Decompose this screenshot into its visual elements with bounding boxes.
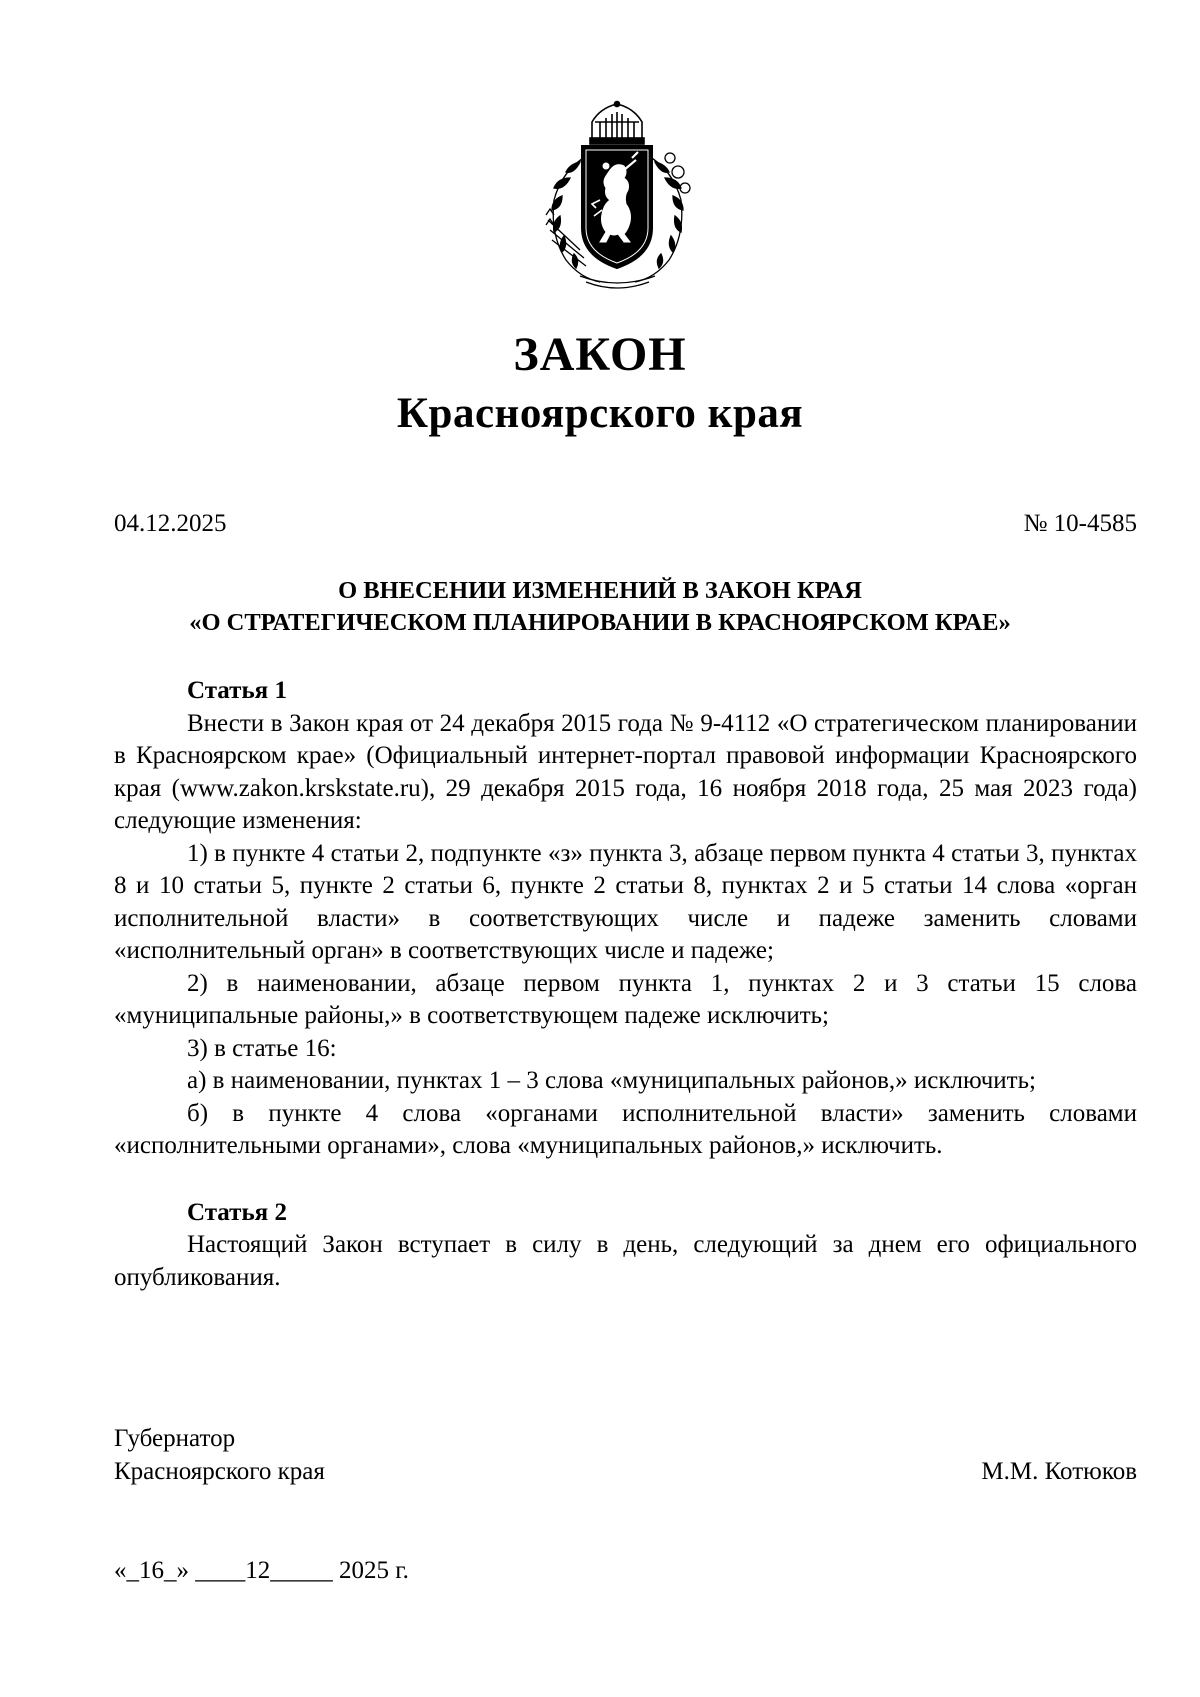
crown-icon: [590, 102, 644, 145]
signatory-position-line-2: Красноярского края: [114, 1458, 325, 1485]
coat-of-arms-emblem: [540, 100, 695, 295]
heading-line-2: «О СТРАТЕГИЧЕСКОМ ПЛАНИРОВАНИИ В КРАСНОЯРСКОМ КРАЕ»: [189, 609, 1011, 636]
signing-date-open-quote: «: [114, 1557, 127, 1584]
signing-date-year: 2025 г.: [339, 1557, 409, 1584]
article-1-item-1: 1) в пункте 4 статьи 2, подпункте «з» пункта 3, абзаце первом пункта 4 статьи 3, пунктах 8 и 10 статьи 5, пункте 2 статьи 6, пункте 2 статьи 8, пунктах 2 и 5 статьи 14 слова «орган исполнительной власти» в соответствующих числе и падеже заменить словами «исполнительный орган» в соответствующих числе и падеже;: [114, 839, 1137, 964]
document-body: [114, 675, 1137, 1294]
article-1-item-3b: б) в пункте 4 слова «органами исполнительной власти» заменить словами «исполнительными органами», слова «муниципальных районов,» исключить.: [114, 1099, 1137, 1159]
heading-line-1: О ВНЕСЕНИИ ИЗМЕНЕНИЙ В ЗАКОН КРАЯ: [338, 577, 862, 604]
article-1-intro: Внести в Закон края от 24 декабря 2015 года № 9-4112 «О стратегическом планировании в Красноярском крае» (Официальный интернет-портал правовой информации Красноярского края (www.zakon.krskstate.ru), 29 декабря 2015 года, 16 ноября 2018 года, 25 мая 2023 года) следующие изменения:: [114, 709, 1137, 834]
title-subtitle: Красноярского края: [396, 390, 804, 437]
law-number: № 10-4585: [1023, 510, 1137, 537]
signing-date-month: ____12_____: [195, 1557, 333, 1584]
signing-date-close-quote: »: [176, 1557, 189, 1584]
signing-date: [114, 1555, 409, 1587]
document-heading: [0, 575, 1200, 639]
law-date: 04.12.2025: [114, 510, 227, 537]
law-title: [0, 325, 1200, 443]
signature-block: [114, 1422, 1137, 1488]
signatory-name: М.М. Котюков: [981, 1458, 1137, 1485]
article-2-heading: Статья 2: [187, 1198, 287, 1226]
article-1-heading: Статья 1: [187, 677, 287, 704]
ribbon-icon: [580, 276, 655, 288]
article-1-item-3: 3) в статье 16:: [187, 1034, 337, 1062]
article-2-text: Настоящий Закон вступает в силу в день, следующий за днем его официального опубликования.: [114, 1231, 1137, 1291]
article-1-item-2: 2) в наименовании, абзаце первом пункта 1, пунктах 2 и 3 статьи 15 слова «муниципальные районы,» в соответствующем падеже исключить;: [114, 969, 1137, 1029]
signatory-position-line-1: Губернатор: [114, 1425, 236, 1452]
article-1-item-3a: а) в наименовании, пунктах 1 – 3 слова «муниципальных районов,» исключить;: [187, 1067, 1036, 1094]
signing-date-day: _16_: [126, 1557, 177, 1584]
spacer: [114, 1163, 1137, 1197]
title-main: ЗАКОН: [513, 328, 687, 381]
